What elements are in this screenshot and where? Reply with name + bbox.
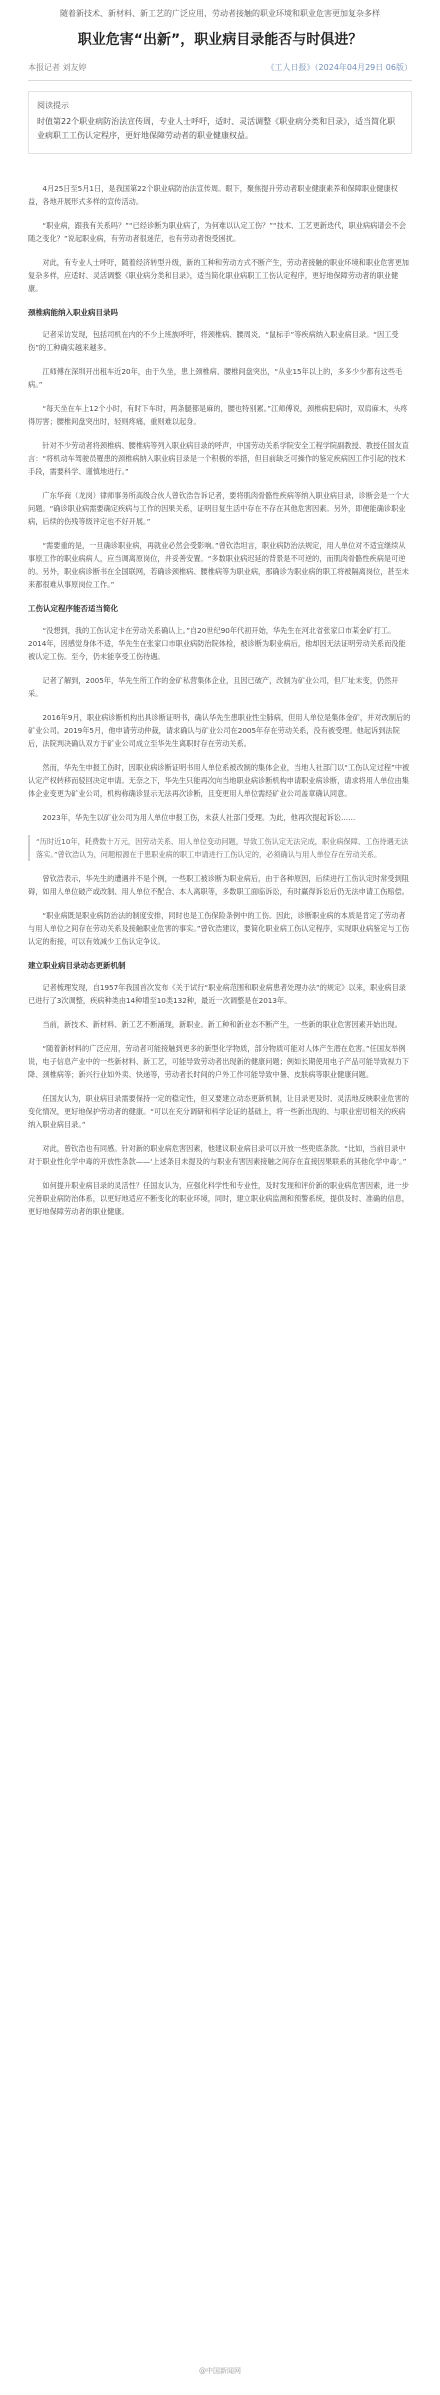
article-paragraph: 记者了解到，2005年，华先生所工作的金矿私营集体企业，且因已破产，改制为矿业公司，但厂址未变，仍然开采。 xyxy=(28,676,399,698)
article-paragraph: 记者梳理发现，自1957年我国首次发布《关于试行“职业病范围和职业病患者处理办法”的规定》以来，职业病目录已进行了3次调整，疾病种类由14种增至10类132种，最近一次调整是在2013年。 xyxy=(28,983,406,1005)
source-link[interactable]: 《工人日报》（2024年04月29日 06版） xyxy=(266,63,412,72)
quote-paragraph: “历时近10年，耗费数十万元，因劳动关系、用人单位变动问题，导致工伤认定无法完成，职业病保障、工伤待遇无法落实。”曾钦浩认为，问题根源在于患职业病的职工申请进行工伤认定的，必须确认与用人单位存在劳动关系。 xyxy=(28,835,412,861)
article-paragraph: 当前，新技术、新材料、新工艺不断涌现，新职业、新工种和新业态不断产生，一些新的职业危害因素开始出现。 xyxy=(42,1020,402,1029)
article-paragraph: 针对不少劳动者将颈椎病、腰椎病等列入职业病目录的呼声，中国劳动关系学院安全工程学院副教授、教授任国友直言：“将机动车驾驶员罹患的颈椎病纳入职业病目录是一个积极的举措，但目前缺乏可操作的鉴定疾病因工作引起的技术手段，需要科学、谨慎地进行。” xyxy=(28,441,409,476)
article-paragraph: 2016年9月，职业病诊断机构出具诊断证明书，确认华先生患职业性尘肺病，但用人单位是集体金矿，并对改制后的矿业公司。2019年5月，他申请劳动仲裁，请求确认与矿业公司在2005年存在劳动关系，没有被受理。他起诉到法院后，法院判决确认双方于矿业公司成立至华先生离职时存在劳动关系。 xyxy=(28,713,411,748)
section-heading: 建立职业病目录动态更新机制 xyxy=(28,961,126,970)
reading-guide-text: 时值第22个职业病防治法宣传周，专业人士呼吁，适时、灵活调整《职业病分类和目录》，适当简化职业病职工工伤认定程序，更好地保障劳动者的职业健康权益。 xyxy=(37,117,396,140)
article-paragraph: 广东华商（龙岗）律师事务所高级合伙人曾钦浩告诉记者，要将肌肉骨骼性疾病等纳入职业病目录，诊断会是一个大问题。“确诊职业病需要确定疾病与工作的因果关系，证明目复生活中存在不存在其他危害因素。另外，即便能确诊职业病，后续的伤残等级评定也不好开展。” xyxy=(28,491,409,526)
header-divider xyxy=(28,80,412,81)
reading-guide-label: 阅读提示 xyxy=(37,101,69,110)
article-paragraph: 记者采访发现，包括司机在内的不少上班族呼吁，将颈椎病、腰周炎、“鼠标手”等疾病纳入职业病目录。“因工受伤”的工种确实越来越多。 xyxy=(28,330,399,352)
article-paragraph: “需要重的是，一旦确诊职业病，再就业必然会受影响。”曾钦浩坦言，职业病防治法规定，用人单位对不适宜继续从事原工作的职业病病人，应当调离原岗位，并妥善安置。“多数职业病迟延的背景是不可逆的，而肌肉骨骼性疾病是可逆的。另外，职业病诊断书在全国联网，若确诊颈椎病、腰椎病等为职业病，那确诊为职业病的职工将被隔离岗位，甚至未来都很难从事原岗位工作。” xyxy=(28,541,409,589)
article-paragraph: 曾钦浩表示，华先生的遭遇并不是个例，一些职工被诊断为职业病后，由于各种原因，后续进行工伤认定时常受到阻碍，如用人单位破产或改制、用人单位不配合、本人离职等，多数职工面临诉讼，有时赢得诉讼后仍无法申请工伤赔偿。 xyxy=(28,874,409,896)
article-paragraph: 对此，有专业人士呼吁，随着经济转型升级，新的工种和劳动方式不断产生，劳动者接触的职业环境和职业危害更加复杂多样，应适时、灵活调整《职业病分类和目录》，适当简化职业病职工工伤认定程序，更好地保障劳动者的职业健康。 xyxy=(28,258,409,293)
reading-guide-box xyxy=(28,91,412,154)
article-subheading: 随着新技术、新材料、新工艺的广泛应用，劳动者接触的职业环境和职业危害更加复杂多样 xyxy=(60,9,380,18)
article-paragraph: “职业病，跟我有关系吗？”“已经诊断为职业病了，为何难以认定工伤？”“技术、工艺更新迭代，职业病病谱会不会随之变化？”说起职业病，有劳动者很迷茫，也有劳动者饱受困扰。 xyxy=(28,221,407,243)
article-page xyxy=(0,8,440,1218)
watermark: @中国新闻网 xyxy=(199,2367,241,2375)
article-body xyxy=(28,182,412,1218)
article-paragraph: 江师傅在深圳开出租车近20年，由于久坐，患上颈椎病、腰椎间盘突出，“从业15年以上的，多多少少都有这些毛病。” xyxy=(28,367,403,389)
article-paragraph: 任国友认为，职业病目录需要保持一定的稳定性，但又要建立动态更新机制，让目录更及时、灵活地反映职业危害的变化情况，更好地保护劳动者的健康。“可以在充分调研和科学论证的基础上，将一些新出现的、与职业密切相关的疾病纳入职业病目录。” xyxy=(28,1094,409,1129)
article-meta xyxy=(28,62,412,74)
article-paragraph: 如何提升职业病目录的灵活性？任国友认为，应强化科学性和专业性，及时发现和评价新的职业病危害因素，进一步完善职业病防治体系，以更好地适应不断变化的职业环境，同时，建立职业病监测和预警系统，提供及时、准确的信息，更好地保障劳动者的职业健康。 xyxy=(28,1181,409,1216)
article-paragraph: 对此，曾钦浩也有同感。针对新的职业病危害因素，他建议职业病目录可以开放一些兜底条款。“比如，当前目录中对于职业性化学中毒的开放性条款——‘上述条目未提及的与职业有害因素接触之间存在直接因果联系的其他化学中毒’。” xyxy=(28,1144,407,1166)
article-paragraph: 2023年，华先生以矿业公司为用人单位申报工伤，未获人社部门受理。为此，他再次提起诉讼…… xyxy=(42,813,356,822)
article-paragraph: “没想到，我的工伤认定卡在劳动关系确认上。”自20世纪90年代初开始，华先生在河北省张家口市某金矿打工。2014年，因感觉身体不适，华先生在张家口市职业病防治院体检，被诊断为职业病后，他却因无法证明劳动关系而没能被认定工伤。至今，仍未能享受工伤待遇。 xyxy=(28,626,406,661)
article-paragraph: 然而，华先生申报工伤时，因职业病诊断证明书用人单位系被改制的集体企业，当地人社部门以“工伤认定过程”中被认定产权转移而驳回决定申请。无奈之下，华先生只能再次向当地职业病诊断机构申请职业病诊断，请求将用人单位由集体企业变更为矿业公司，机构称确诊显示无法再次诊断，且变更用人单位需经矿业公司盖章确认同意。 xyxy=(28,763,410,798)
article-paragraph: “随着新材料的广泛应用，劳动者可能接触到更多的新型化学物质，部分物质可能对人体产生潜在危害。”任国友举例说，电子信息产业中的一些新材料、新工艺，可能导致劳动者出现新的健康问题；例如长期使用电子产品可能导致视力下降、颈椎病等；新兴行业如外卖、快递等，劳动者长时间的户外工作可能导致中暑、皮肤病等职业健康问题。 xyxy=(28,1044,409,1079)
section-heading: 工伤认定程序能否适当简化 xyxy=(28,604,118,613)
article-paragraph: 4月25日至5月1日，是我国第22个职业病防治法宣传周。眼下，聚焦提升劳动者职业健康素养和保障职业健康权益，各地开展形式多样的宣传活动。 xyxy=(28,184,398,206)
reporter-byline: 本报记者 刘友婷 xyxy=(28,63,87,72)
section-heading: 颈椎病能纳入职业病目录吗 xyxy=(28,308,118,317)
article-title: 职业危害“出新”，职业病目录能否与时俱进？ xyxy=(77,32,363,48)
article-paragraph: “职业病既是职业病防治法的制度安排，同时也是工伤保险条例中的工伤。因此，诊断职业病的本质是肯定了劳动者与用人单位之间存在劳动关系及接触职业危害的事实。”曾钦浩建议，要简化职业病工伤认定程序，实现职业病鉴定与工伤认定的衔接，可以有效减少工伤认定争议。 xyxy=(28,911,410,946)
article-paragraph: “每天坐在车上12个小时，有时下车时，两条腿都是麻的，腰也特别累。”江师傅说，颈椎病犯病时，双肩麻木，头疼得厉害；腰椎间盘突出时，轻则疼痛，重则难以起身。 xyxy=(28,404,408,426)
